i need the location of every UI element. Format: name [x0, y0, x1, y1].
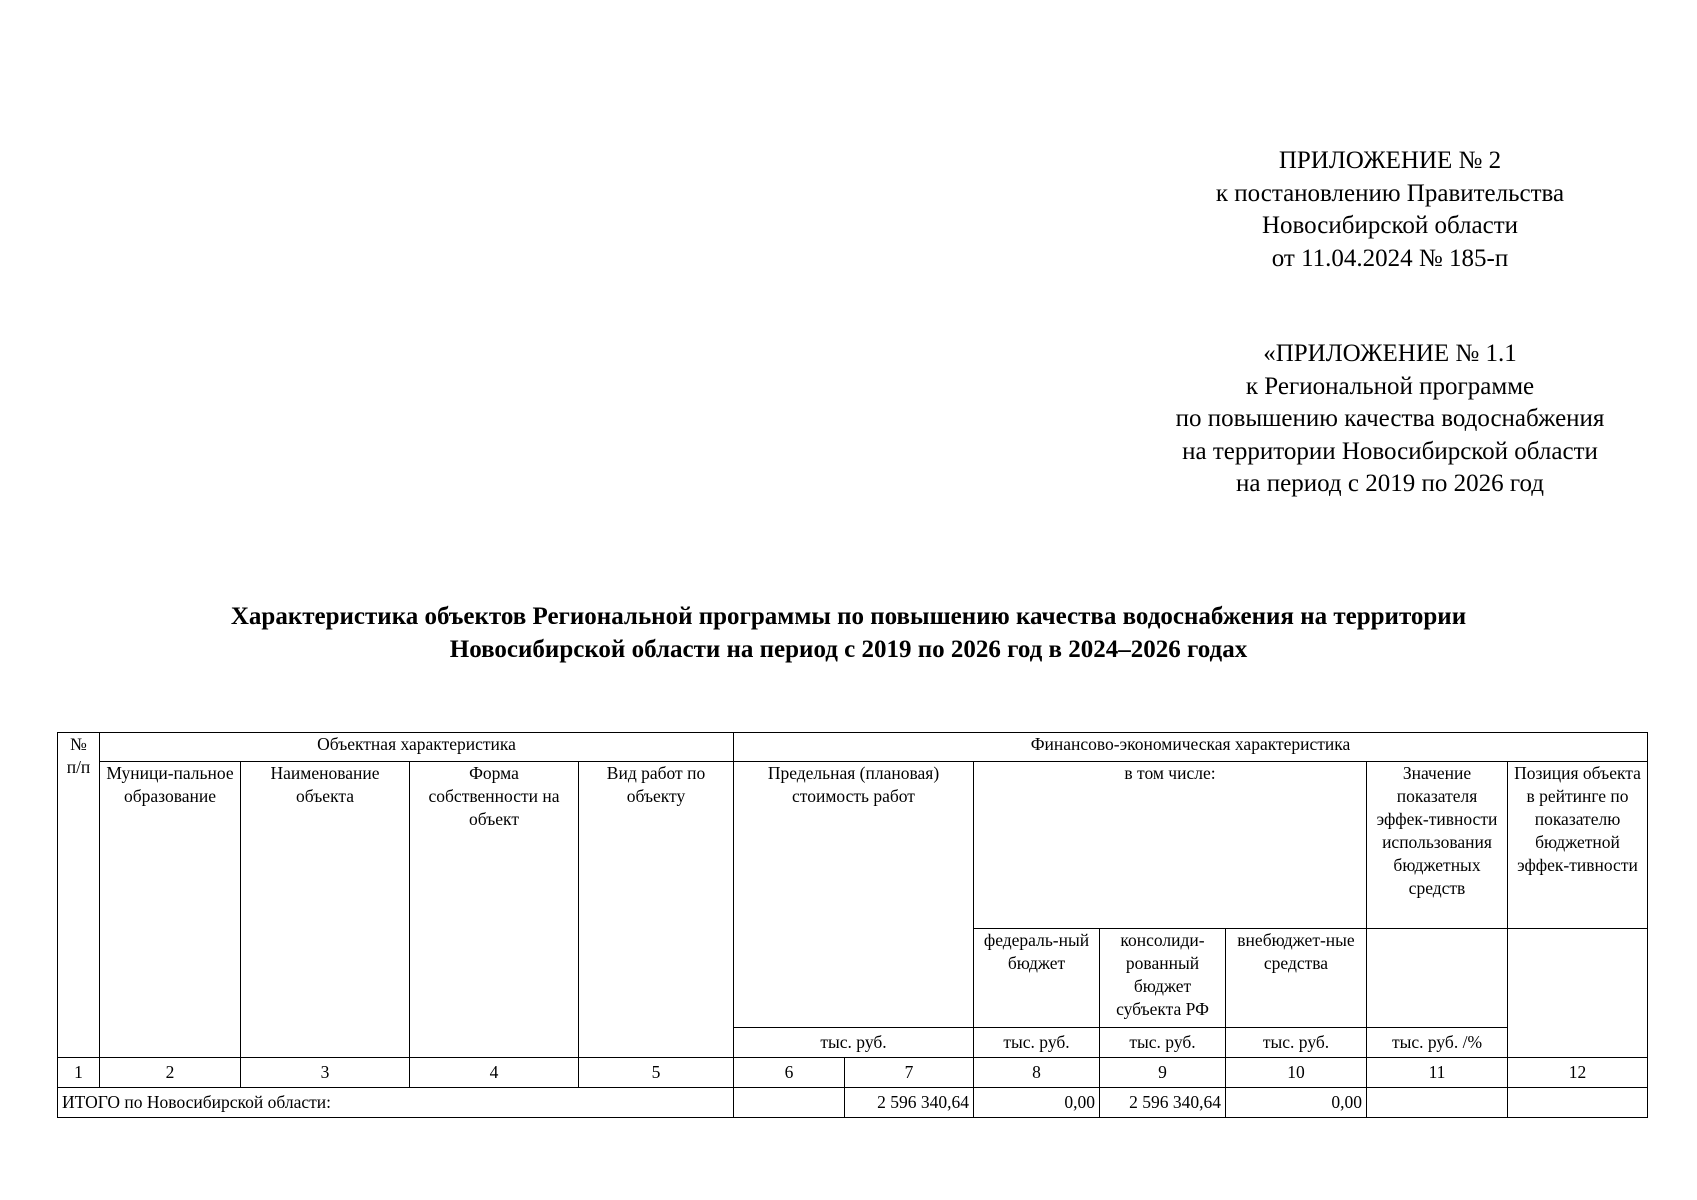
- header-rating-spacer: [1508, 929, 1648, 1058]
- header-row-number: № п/п: [58, 733, 100, 1058]
- appendix-1-1-line3: по повышению качества водоснабжения: [1175, 405, 1605, 432]
- appendix-1-1-line4: на территории Новосибирской области: [1182, 437, 1598, 465]
- column-number: 5: [579, 1058, 734, 1088]
- header-efficiency-value: Значение показателя эффек-тивности использования бюджетных средств: [1367, 762, 1508, 929]
- total-label: ИТОГО по Новосибирской области:: [58, 1088, 734, 1118]
- column-number: 10: [1226, 1058, 1367, 1088]
- column-number: 1: [58, 1058, 100, 1088]
- column-number: 2: [100, 1058, 241, 1088]
- unit-cost: тыс. руб.: [734, 1028, 974, 1058]
- objects-table: [57, 732, 1648, 1118]
- appendix-2-header: [1095, 145, 1685, 275]
- header-municipality: Муници-пальное образование: [100, 762, 241, 1058]
- header-federal-budget: федераль-ный бюджет: [974, 929, 1100, 1028]
- column-number: 11: [1367, 1058, 1508, 1088]
- column-numbers-row: [58, 1058, 1648, 1088]
- appendix-2-line3: Новосибирской области: [1261, 212, 1519, 239]
- total-consolidated: 2 596 340,64: [1100, 1088, 1226, 1118]
- header-consolidated-budget: консолиди-рованный бюджет субъекта РФ: [1100, 929, 1226, 1028]
- header-extrabudgetary-funds: внебюджет-ные средства: [1226, 929, 1367, 1028]
- appendix-1-1-line2: к Региональной программе: [1245, 372, 1535, 400]
- total-efficiency: [1367, 1088, 1508, 1118]
- appendix-2-line1: ПРИЛОЖЕНИЕ № 2: [1278, 147, 1502, 174]
- header-object-characteristics: Объектная характеристика: [100, 733, 734, 762]
- column-number: 7: [845, 1058, 974, 1088]
- column-number: 6: [734, 1058, 845, 1088]
- header-work-type: Вид работ по объекту: [579, 762, 734, 1058]
- total-col6: [734, 1088, 845, 1118]
- column-number: 8: [974, 1058, 1100, 1088]
- unit-federal: тыс. руб.: [974, 1028, 1100, 1058]
- appendix-1-1-line5: на период с 2019 по 2026 год: [1236, 470, 1544, 497]
- header-financial-characteristics: Финансово-экономическая характеристика: [734, 733, 1648, 762]
- appendix-1-1-header: [1095, 338, 1685, 501]
- header-object-name: Наименование объекта: [241, 762, 410, 1058]
- header-efficiency-spacer: [1367, 929, 1508, 1028]
- total-max-cost: 2 596 340,64: [845, 1088, 974, 1118]
- document-title-line1: Характеристика объектов Региональной программы по повышению качества водоснабжения на территории: [230, 603, 1467, 630]
- column-number: 3: [241, 1058, 410, 1088]
- appendix-1-1-line1: «ПРИЛОЖЕНИЕ № 1.1: [1263, 340, 1517, 367]
- column-number: 4: [410, 1058, 579, 1088]
- header-max-cost: Предельная (плановая) стоимость работ: [734, 762, 974, 1028]
- unit-efficiency: тыс. руб. /%: [1367, 1028, 1508, 1058]
- header-including: в том числе:: [974, 762, 1367, 929]
- appendix-2-line4: от 11.04.2024 № 185-п: [1271, 244, 1509, 272]
- total-extrabudgetary: 0,00: [1226, 1088, 1367, 1118]
- unit-extrabudgetary: тыс. руб.: [1226, 1028, 1367, 1058]
- column-number: 12: [1508, 1058, 1648, 1088]
- document-title: [0, 600, 1697, 666]
- appendix-2-line2: к постановлению Правительства: [1215, 179, 1565, 207]
- total-row: [58, 1088, 1648, 1118]
- header-ownership-form: Форма собственности на объект: [410, 762, 579, 1058]
- total-federal: 0,00: [974, 1088, 1100, 1118]
- total-rating: [1508, 1088, 1648, 1118]
- unit-consolidated: тыс. руб.: [1100, 1028, 1226, 1058]
- header-rating-position: Позиция объекта в рейтинге по показателю бюджетной эффек-тивности: [1508, 762, 1648, 929]
- document-title-line2: Новосибирской области на период с 2019 по 2026 год в 2024–2026 годах: [449, 636, 1248, 663]
- column-number: 9: [1100, 1058, 1226, 1088]
